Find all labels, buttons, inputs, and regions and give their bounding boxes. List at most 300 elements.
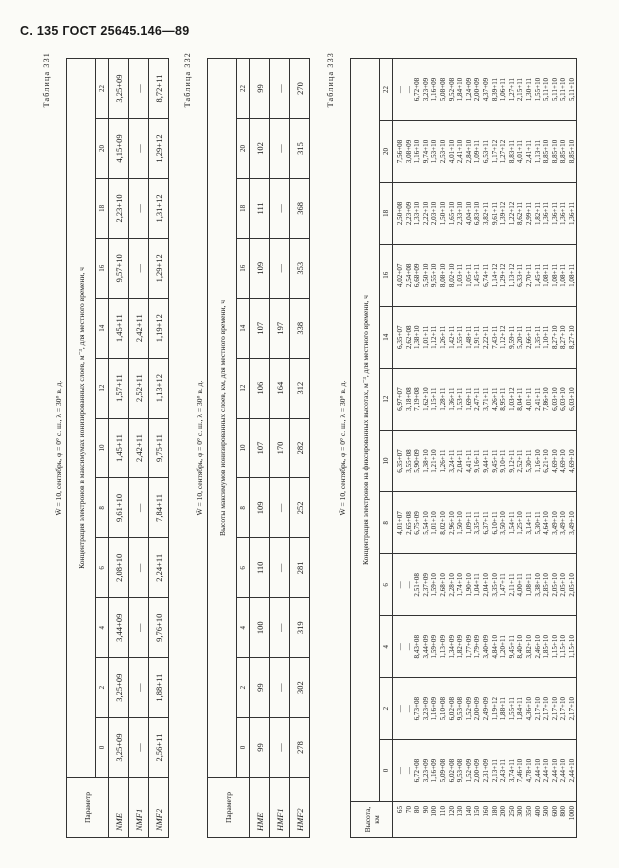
value-cell: 1,21+10 bbox=[430, 449, 439, 473]
value-cell: 3,55+08 bbox=[404, 449, 413, 473]
value-cell: 4,01+11 bbox=[516, 139, 525, 164]
value-cell: 8,85+10 bbox=[550, 139, 559, 164]
table-331 bbox=[66, 58, 169, 838]
hour-header-6: 6 bbox=[237, 538, 250, 598]
value-cell: 1,38+10 bbox=[413, 325, 422, 349]
value-cell: 2,00+09 bbox=[473, 758, 482, 783]
value-cell: 1,84+11 bbox=[516, 697, 525, 721]
value-cell: 4,26+11 bbox=[490, 387, 499, 411]
value-cell: 2,44+10 bbox=[559, 758, 568, 783]
value-cell: 1,08+11 bbox=[524, 573, 533, 597]
value-cell: 2,54+08 bbox=[404, 263, 413, 288]
hour-header-18: 18 bbox=[380, 182, 393, 244]
value-cell: 5,30+11 bbox=[524, 449, 533, 473]
value-cell: 6,53+11 bbox=[481, 139, 490, 164]
value-cell: 8,39+11 bbox=[490, 77, 499, 102]
value-cell: 1,52+09 bbox=[464, 758, 473, 783]
value-cell: 3,74+11 bbox=[507, 758, 516, 783]
value-cell: 1,39+12 bbox=[499, 201, 508, 226]
value-cell: 3,49+10 bbox=[550, 511, 559, 535]
value-cell: 7,46+10 bbox=[516, 758, 525, 783]
value-cell: 9,53+08 bbox=[456, 758, 465, 783]
value-cell: 2,47+11 bbox=[473, 387, 482, 411]
value-cell: 5,20+11 bbox=[516, 325, 525, 349]
value-cell: 1,03+11 bbox=[456, 263, 465, 287]
value-cell: 164 bbox=[270, 358, 290, 418]
hour-header-14: 14 bbox=[96, 298, 109, 358]
value-cell: 4,69+10 bbox=[559, 449, 568, 473]
value-column bbox=[393, 244, 577, 306]
table-333 bbox=[350, 58, 577, 838]
value-cell: 1,19+12 bbox=[490, 696, 499, 721]
param-header: Параметр bbox=[208, 778, 250, 838]
param-name: NMF2 bbox=[149, 778, 169, 838]
hour-header-2: 2 bbox=[380, 678, 393, 740]
value-cell: 1,16+09 bbox=[430, 758, 439, 783]
value-cell: 1,03+12 bbox=[507, 387, 516, 411]
value-cell: 1,36+11 bbox=[542, 201, 551, 226]
value-cell: 9,44+11 bbox=[481, 449, 490, 473]
value-column bbox=[393, 121, 577, 183]
value-cell: 1,29+12 bbox=[499, 263, 508, 288]
param-name: NMF1 bbox=[129, 778, 149, 838]
value-cell: 3,44+09 bbox=[421, 634, 430, 659]
height-column bbox=[393, 802, 577, 838]
value-cell: 2,23+10 bbox=[109, 178, 129, 238]
value-cell: 4,04+10 bbox=[464, 201, 473, 226]
value-cell: 1,01+11 bbox=[421, 325, 430, 349]
value-cell: 1,82+09 bbox=[456, 634, 465, 659]
value-cell: 2,05+10 bbox=[559, 573, 568, 597]
value-cell: — bbox=[396, 581, 404, 589]
value-cell: 1,09+11 bbox=[473, 139, 482, 164]
value-cell: 1,29+12 bbox=[149, 119, 169, 179]
value-cell: 1,15+10 bbox=[559, 634, 568, 659]
value-cell: 1,04+11 bbox=[473, 573, 482, 597]
value-column bbox=[393, 616, 577, 678]
value-cell: 8,27+10 bbox=[559, 325, 568, 349]
value-cell: 1,88+11 bbox=[149, 658, 169, 718]
value-cell: 1,20+11 bbox=[499, 635, 508, 659]
value-cell: 1,50+10 bbox=[438, 201, 447, 226]
rotated-page-content bbox=[30, 38, 590, 838]
value-cell: 1,17+12 bbox=[490, 139, 499, 164]
value-cell: — bbox=[404, 581, 413, 589]
param-name: HMF2 bbox=[290, 778, 310, 838]
hour-header-12: 12 bbox=[237, 358, 250, 418]
value-cell: 1,74+10 bbox=[456, 573, 465, 597]
hour-header-8: 8 bbox=[96, 478, 109, 538]
param-header: Параметр bbox=[67, 778, 109, 838]
hour-header-4: 4 bbox=[380, 616, 393, 678]
hour-header-10: 10 bbox=[380, 430, 393, 492]
value-cell: — bbox=[270, 538, 290, 598]
value-cell: 3,35+10 bbox=[490, 573, 499, 597]
value-cell: — bbox=[129, 238, 149, 298]
value-column bbox=[393, 59, 577, 121]
value-cell: 2,52+11 bbox=[516, 449, 525, 473]
value-cell: — bbox=[404, 643, 413, 651]
param-name: HMF1 bbox=[270, 778, 290, 838]
value-cell: 1,27+12 bbox=[499, 139, 508, 164]
hour-header-18: 18 bbox=[237, 178, 250, 238]
value-cell: 353 bbox=[290, 238, 310, 298]
value-cell: 2,41+10 bbox=[456, 139, 465, 164]
value-cell: 3,14+11 bbox=[524, 511, 533, 535]
value-cell: 282 bbox=[290, 418, 310, 478]
hour-header-12: 12 bbox=[96, 358, 109, 418]
value-cell: 1,85+10 bbox=[542, 634, 551, 659]
value-cell: 4,41+11 bbox=[464, 449, 473, 473]
value-cell: 8,40+10 bbox=[516, 634, 525, 659]
value-cell: 7,86+10 bbox=[542, 387, 551, 411]
value-cell: 9,55+10 bbox=[430, 263, 439, 288]
value-cell: 1,59+10 bbox=[430, 573, 439, 597]
value-cell: 2,00+09 bbox=[473, 77, 482, 102]
value-cell: 319 bbox=[290, 598, 310, 658]
value-cell: 1,30+11 bbox=[524, 77, 533, 102]
value-cell: 1,25+10 bbox=[516, 511, 525, 535]
value-cell: 9,59+11 bbox=[507, 325, 516, 349]
value-cell: — bbox=[404, 85, 413, 94]
hour-header-14: 14 bbox=[380, 306, 393, 368]
value-cell: 9,12+11 bbox=[507, 449, 516, 473]
value-cell: 2,44+10 bbox=[567, 758, 576, 783]
hour-header-8: 8 bbox=[237, 478, 250, 538]
value-cell: — bbox=[129, 718, 149, 778]
value-cell: 1,45+11 bbox=[533, 263, 542, 287]
height-value: 250 bbox=[507, 806, 516, 817]
value-cell: 7,56+08 bbox=[396, 139, 404, 164]
value-cell: 1,31+12 bbox=[149, 178, 169, 238]
height-value: 140 bbox=[464, 806, 473, 817]
value-cell: 6,02+08 bbox=[447, 758, 456, 783]
value-cell: 1,91+11 bbox=[473, 325, 482, 349]
value-cell: 1,50+10 bbox=[456, 511, 465, 535]
table-332-block bbox=[185, 38, 315, 838]
height-value: 65 bbox=[396, 806, 404, 814]
value-cell: 4,01+11 bbox=[524, 387, 533, 411]
value-cell: 1,16+09 bbox=[430, 696, 439, 721]
value-cell: 1,09+11 bbox=[464, 511, 473, 535]
table-331-title: W̄ = 10, сентябрь, φ = 0° с. ш., λ = 30° в. д. bbox=[54, 380, 63, 516]
value-cell: 3,08+09 bbox=[404, 139, 413, 164]
value-cell: — bbox=[270, 718, 290, 778]
value-cell: 3,44+09 bbox=[109, 598, 129, 658]
value-cell: 109 bbox=[250, 478, 270, 538]
value-cell: 3,82+10 bbox=[524, 634, 533, 659]
value-cell: 5,11+10 bbox=[550, 77, 559, 102]
value-cell: 2,17+10 bbox=[542, 696, 551, 721]
value-cell: 111 bbox=[250, 178, 270, 238]
table-row bbox=[270, 59, 290, 838]
value-cell: 1,05+11 bbox=[464, 263, 473, 287]
value-cell: 4,36+10 bbox=[524, 696, 533, 721]
value-cell: 6,37+11 bbox=[481, 511, 490, 535]
value-cell: 1,29+12 bbox=[149, 238, 169, 298]
value-cell: 1,08+11 bbox=[567, 263, 576, 287]
value-cell: — bbox=[404, 705, 413, 713]
hour-header-4: 4 bbox=[237, 598, 250, 658]
value-cell: 3,71+11 bbox=[481, 387, 490, 411]
value-cell: 2,17+10 bbox=[559, 696, 568, 721]
value-cell: 4,01+07 bbox=[396, 511, 404, 535]
value-cell: 2,99+11 bbox=[524, 201, 533, 226]
value-cell: 2,85+10 bbox=[542, 573, 551, 597]
hour-header-6: 6 bbox=[380, 554, 393, 616]
value-cell: — bbox=[270, 238, 290, 298]
value-cell: 8,02+10 bbox=[438, 511, 447, 535]
value-column bbox=[393, 368, 577, 430]
value-cell: 8,43+08 bbox=[413, 634, 422, 659]
value-cell: 4,84+10 bbox=[490, 634, 499, 659]
table-332-subtitle: Высоты максимумов ионизированных слоев, км, для местного времени, ч bbox=[208, 59, 237, 778]
value-cell: 2,05+10 bbox=[567, 573, 576, 597]
value-cell: 1,65+10 bbox=[447, 201, 456, 226]
value-cell: 2,00+09 bbox=[473, 696, 482, 721]
value-cell: 1,45+11 bbox=[473, 263, 482, 287]
value-cell: 9,53+08 bbox=[456, 696, 465, 721]
value-cell: 2,13+11 bbox=[490, 758, 499, 783]
value-cell: — bbox=[270, 658, 290, 718]
value-cell: 2,43+11 bbox=[499, 758, 508, 783]
height-value: 70 bbox=[404, 806, 413, 814]
value-cell: 368 bbox=[290, 178, 310, 238]
hour-header-18: 18 bbox=[96, 178, 109, 238]
value-cell: — bbox=[270, 119, 290, 179]
value-cell: — bbox=[270, 178, 290, 238]
value-cell: 6,75+09 bbox=[413, 511, 422, 535]
value-cell: 2,37+09 bbox=[421, 573, 430, 597]
value-column bbox=[393, 492, 577, 554]
hour-header-22: 22 bbox=[96, 59, 109, 119]
height-value: 180 bbox=[490, 806, 499, 817]
value-cell: 2,46+10 bbox=[533, 634, 542, 659]
value-cell: 9,45+11 bbox=[507, 635, 516, 659]
value-cell: 2,68+10 bbox=[438, 573, 447, 597]
value-cell: 7,43+11 bbox=[490, 325, 499, 349]
value-cell: 9,76+10 bbox=[149, 598, 169, 658]
hour-header-10: 10 bbox=[237, 418, 250, 478]
value-cell: 1,33+10 bbox=[413, 201, 422, 226]
hour-header-20: 20 bbox=[237, 119, 250, 179]
value-cell: 1,08+11 bbox=[550, 263, 559, 287]
value-cell: 1,19+12 bbox=[149, 298, 169, 358]
value-cell: 2,23+09 bbox=[404, 201, 413, 226]
value-cell: 1,22+12 bbox=[507, 201, 516, 226]
hour-header-14: 14 bbox=[237, 298, 250, 358]
value-cell: 1,36+11 bbox=[559, 201, 568, 226]
value-cell: 2,44+10 bbox=[542, 758, 551, 783]
value-cell: 2,31+09 bbox=[481, 758, 490, 783]
value-cell: 302 bbox=[290, 658, 310, 718]
value-cell: 281 bbox=[290, 538, 310, 598]
value-cell: — bbox=[129, 538, 149, 598]
height-value: 1000 bbox=[567, 806, 576, 821]
value-cell: 1,10+11 bbox=[542, 325, 551, 349]
value-cell: 1,45+11 bbox=[109, 298, 129, 358]
value-cell: 9,57+10 bbox=[109, 238, 129, 298]
value-cell: 2,70+11 bbox=[524, 263, 533, 287]
value-cell: 3,25+09 bbox=[109, 718, 129, 778]
value-cell: 7,19+08 bbox=[413, 387, 422, 411]
table-row bbox=[109, 59, 129, 838]
value-cell: 270 bbox=[290, 59, 310, 119]
value-cell: 2,41+11 bbox=[524, 139, 533, 164]
value-cell: 2,11+11 bbox=[507, 573, 516, 597]
value-cell: 2,56+11 bbox=[149, 718, 169, 778]
value-cell: 1,90+10 bbox=[464, 573, 473, 597]
value-cell: 4,37+09 bbox=[481, 77, 490, 102]
table-row bbox=[250, 59, 270, 838]
value-cell: 6,02+08 bbox=[447, 696, 456, 721]
value-cell: 1,13+09 bbox=[438, 634, 447, 659]
value-cell: 3,82+11 bbox=[481, 201, 490, 226]
value-cell: 6,97+07 bbox=[396, 387, 404, 411]
value-cell: 3,50+10 bbox=[499, 511, 508, 535]
value-cell: 170 bbox=[270, 418, 290, 478]
value-cell: 110 bbox=[250, 538, 270, 598]
value-cell: 1,35+11 bbox=[533, 325, 542, 349]
height-value: 80 bbox=[413, 806, 422, 814]
height-value: 350 bbox=[524, 806, 533, 817]
value-cell: — bbox=[129, 478, 149, 538]
value-cell: 9,52+08 bbox=[447, 77, 456, 102]
value-column bbox=[393, 182, 577, 244]
height-value: 400 bbox=[533, 806, 542, 817]
value-cell: — bbox=[129, 598, 149, 658]
value-cell: 1,55+11 bbox=[507, 697, 516, 721]
value-cell: 1,42+11 bbox=[447, 325, 456, 349]
value-cell: 4,69+10 bbox=[567, 449, 576, 473]
value-cell: 1,45+11 bbox=[109, 418, 129, 478]
hour-header-22: 22 bbox=[380, 59, 393, 121]
value-cell: 1,36+11 bbox=[550, 201, 559, 226]
value-cell: 1,59+09 bbox=[430, 634, 439, 659]
value-cell: 5,30+11 bbox=[533, 511, 542, 535]
hour-header-22: 22 bbox=[237, 59, 250, 119]
value-cell: 2,53+10 bbox=[438, 139, 447, 164]
value-cell: 99 bbox=[250, 658, 270, 718]
value-cell: — bbox=[396, 643, 404, 651]
value-cell: 1,55+10 bbox=[533, 77, 542, 102]
value-cell: 102 bbox=[250, 119, 270, 179]
value-cell: 1,15+10 bbox=[567, 634, 576, 659]
value-cell: 1,84+10 bbox=[456, 77, 465, 102]
table-row bbox=[393, 59, 577, 838]
height-value: 500 bbox=[542, 806, 551, 817]
height-value: 90 bbox=[421, 806, 430, 814]
value-cell: 1,16+09 bbox=[430, 77, 439, 102]
hour-header-16: 16 bbox=[96, 238, 109, 298]
hour-header-2: 2 bbox=[237, 658, 250, 718]
value-cell: 2,04+10 bbox=[481, 573, 490, 597]
value-cell: 315 bbox=[290, 119, 310, 179]
value-cell: 4,15+09 bbox=[109, 119, 129, 179]
value-cell: 1,16+10 bbox=[413, 139, 422, 164]
value-cell: — bbox=[129, 658, 149, 718]
height-header: Высота, км bbox=[351, 802, 393, 838]
hour-header-20: 20 bbox=[96, 119, 109, 179]
value-cell: 3,25+09 bbox=[109, 658, 129, 718]
height-value: 600 bbox=[550, 806, 559, 817]
value-cell: 5,11+10 bbox=[567, 77, 576, 102]
value-cell: 6,21+10 bbox=[542, 449, 551, 473]
value-cell: 1,08+11 bbox=[559, 263, 568, 287]
hour-header-2: 2 bbox=[96, 658, 109, 718]
value-cell: — bbox=[270, 59, 290, 119]
value-cell: 6,03+10 bbox=[559, 387, 568, 411]
value-cell: 1,88+11 bbox=[499, 697, 508, 721]
value-cell: 2,44+10 bbox=[533, 758, 542, 783]
value-cell: 1,26+11 bbox=[438, 449, 447, 473]
value-cell: 2,50+08 bbox=[396, 201, 404, 226]
value-cell: 3,23+09 bbox=[421, 758, 430, 783]
value-cell: 3,18+08 bbox=[404, 387, 413, 411]
value-cell: 8,83+11 bbox=[507, 139, 516, 164]
value-cell: 9,16+11 bbox=[473, 449, 482, 473]
table-332-title: W̄ = 10, сентябрь, φ = 0° с. ш., λ = 30° в. д. bbox=[195, 380, 204, 516]
value-cell: 2,24+11 bbox=[149, 538, 169, 598]
value-cell: 1,16+10 bbox=[533, 449, 542, 473]
value-cell: — bbox=[396, 767, 404, 775]
value-cell: — bbox=[396, 85, 404, 94]
value-cell: 6,72+08 bbox=[413, 758, 422, 783]
value-cell: 6,03+10 bbox=[550, 387, 559, 411]
value-cell: 2,42+11 bbox=[129, 418, 149, 478]
value-cell: 99 bbox=[250, 718, 270, 778]
value-cell: 99 bbox=[250, 59, 270, 119]
value-cell: 9,61+11 bbox=[490, 201, 499, 226]
value-cell: 3,25+09 bbox=[109, 59, 129, 119]
table-331-block bbox=[44, 38, 174, 838]
value-cell: 5,11+10 bbox=[559, 77, 568, 102]
value-cell: 2,22+11 bbox=[481, 325, 490, 349]
value-cell: 2,17+10 bbox=[550, 696, 559, 721]
value-cell: 107 bbox=[250, 418, 270, 478]
value-cell: 9,61+10 bbox=[109, 478, 129, 538]
height-value: 110 bbox=[438, 806, 447, 817]
value-cell: 278 bbox=[290, 718, 310, 778]
hour-header-6: 6 bbox=[96, 538, 109, 598]
value-cell: 6,68+09 bbox=[413, 263, 422, 288]
value-cell: 109 bbox=[250, 238, 270, 298]
value-cell: 1,13+11 bbox=[533, 139, 542, 164]
value-cell: 8,27+10 bbox=[550, 325, 559, 349]
value-cell: 5,50+10 bbox=[421, 263, 430, 288]
value-cell: 3,35+11 bbox=[473, 511, 482, 535]
value-cell: 3,40+09 bbox=[481, 634, 490, 659]
value-cell: 3,49+10 bbox=[559, 511, 568, 535]
param-name: NME bbox=[109, 778, 129, 838]
value-cell: 252 bbox=[290, 478, 310, 538]
value-cell: 2,42+11 bbox=[129, 298, 149, 358]
value-cell: 6,10+11 bbox=[490, 511, 499, 535]
value-cell: 2,84+10 bbox=[464, 139, 473, 164]
hour-header-16: 16 bbox=[237, 238, 250, 298]
value-cell: 1,28+11 bbox=[438, 387, 447, 411]
value-cell: 1,47+11 bbox=[499, 573, 508, 597]
value-cell: 2,96+10 bbox=[447, 511, 456, 535]
height-value: 150 bbox=[473, 806, 482, 817]
value-column bbox=[393, 740, 577, 802]
value-cell: — bbox=[270, 598, 290, 658]
value-cell: 6,03+10 bbox=[567, 387, 576, 411]
value-cell: 2,03+10 bbox=[430, 201, 439, 226]
value-cell: 1,27+11 bbox=[507, 77, 516, 102]
value-cell: 1,53+11 bbox=[456, 387, 465, 411]
value-cell: 8,02+10 bbox=[447, 263, 456, 288]
